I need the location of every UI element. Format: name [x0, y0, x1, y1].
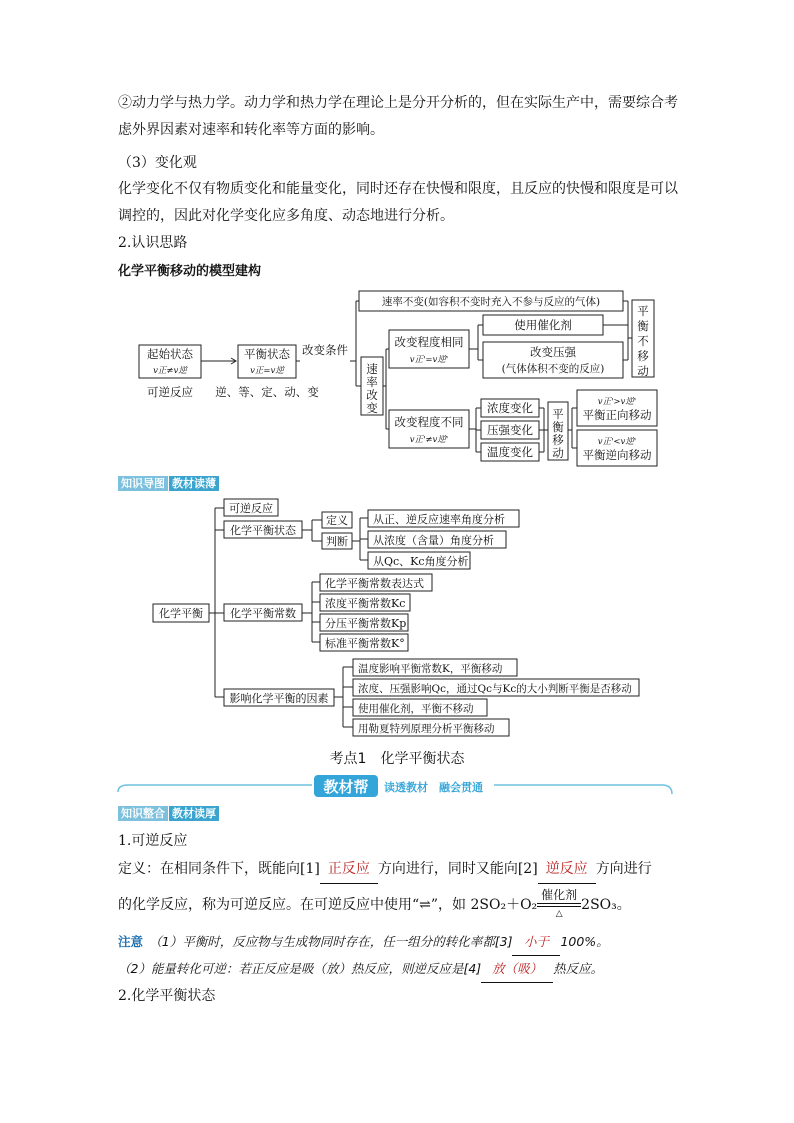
- pressure-note-label: (气体体积不变的反应): [501, 363, 605, 375]
- note2-text: （2）能量转化可逆：若正反应是吸（放）热反应，则逆反应是[4]: [118, 961, 482, 976]
- rate-unchanged-label: 速率不变(如容积不变时充入不参与反应的气体): [381, 296, 601, 308]
- shift-c3: 移: [552, 433, 564, 447]
- j2-label: 从浓度（含量）角度分析: [373, 534, 494, 547]
- diff-degree-label: 改变程度不同: [394, 415, 464, 429]
- note-label: 注意: [118, 934, 144, 949]
- def-text-a: 定义：在相同条件下，既能向[1]: [118, 861, 320, 877]
- diff-degree-sub: v正'≠v逆': [409, 435, 449, 445]
- same-degree-label: 改变程度相同: [394, 335, 464, 349]
- answer-1: 正反应: [320, 856, 378, 884]
- catalyst-label: 使用催化剂: [514, 318, 572, 332]
- note1-end: 100%。: [560, 934, 609, 949]
- banner-subtitle: 读透教材 融会贯通: [384, 781, 483, 794]
- pressure-change-label: 改变压强: [530, 345, 576, 359]
- note-2: [118, 955, 698, 983]
- f2-label: 浓度、压强影响Qc，通过Qc与Kc的大小判断平衡是否移动: [358, 683, 632, 695]
- def-text-c: 方向进行: [595, 861, 652, 877]
- b2-label: 化学平衡状态: [230, 524, 296, 537]
- reverse-cond: v正'<v逆': [597, 437, 637, 447]
- k1-label: 化学平衡常数表达式: [325, 577, 424, 590]
- press-label: 压强变化: [487, 423, 533, 437]
- k2-label: 浓度平衡常数Kc: [325, 597, 406, 610]
- change-cond-label: 改变条件: [302, 343, 348, 357]
- b2-judge-label: 判断: [326, 535, 348, 548]
- answer-4: 放（吸）: [481, 955, 553, 983]
- answer-3: 小于: [512, 928, 560, 956]
- def-text-b: 方向进行，同时又能向[2]: [377, 861, 538, 877]
- reversible-definition-cont: [118, 888, 698, 919]
- no-shift-c1: 平: [637, 304, 649, 318]
- knowledge-integration-tag: [118, 806, 219, 821]
- root-label: 化学平衡: [159, 607, 203, 620]
- tag-knowledge-map: 知识导图: [118, 476, 168, 491]
- conc-label: 浓度变化: [487, 401, 533, 415]
- shift-c4: 动: [552, 446, 564, 460]
- shift-c2: 衡: [552, 420, 564, 434]
- j3-label: 从Qc、Kc角度分析: [373, 555, 469, 568]
- rate-change-c2: 率: [366, 375, 378, 389]
- equilibrium-arrow: [537, 888, 581, 919]
- reversible-label: 可逆反应: [147, 385, 193, 399]
- reverse-label: 平衡逆向移动: [582, 448, 652, 462]
- heading-reversible-reaction: 1.可逆反应: [118, 833, 188, 849]
- no-shift-c3: 不: [637, 334, 649, 348]
- f4-label: 用勒夏特列原理分析平衡移动: [358, 723, 495, 735]
- catalyst-condition: 催化剂: [541, 888, 578, 902]
- temp-label: 温度变化: [487, 445, 533, 459]
- note2-end: 热反应。: [553, 961, 604, 976]
- tag-knowledge-integration: 知识整合: [118, 806, 168, 821]
- b3-label: 化学平衡常数: [230, 607, 296, 620]
- subheading-change-view: （3）变化观: [118, 155, 197, 171]
- start-state-sub: v正≠v逆: [153, 366, 187, 376]
- b4-label: 影响化学平衡的因素: [229, 692, 329, 705]
- k3-label: 分压平衡常数Kp: [325, 617, 407, 630]
- j1-label: 从正、逆反应速率角度分析: [373, 513, 505, 526]
- section-title: 考点1 化学平衡状态: [329, 751, 465, 767]
- same-degree-sub: v正'=v逆': [409, 355, 449, 365]
- def-text-e: 2SO₃。: [581, 897, 631, 913]
- heat-condition: △: [555, 909, 563, 919]
- k4-label: 标准平衡常数K°: [325, 637, 405, 650]
- reversible-definition: [118, 856, 698, 884]
- rate-change-c3: 改: [366, 388, 378, 402]
- f3-label: 使用催化剂，平衡不移动: [358, 703, 474, 715]
- def-text-d: 的化学反应，称为可逆反应。在可逆反应中使用“⇌”，如 2SO₂＋O₂: [118, 897, 538, 913]
- no-shift-c2: 衡: [637, 319, 649, 333]
- subheading-thinking: 2.认识思路: [118, 235, 188, 251]
- b1-label: 可逆反应: [229, 502, 273, 515]
- answer-2: 逆反应: [538, 856, 596, 884]
- banner-title: 教材帮: [323, 778, 369, 796]
- f1-label: 温度影响平衡常数K，平衡移动: [358, 663, 503, 675]
- no-shift-c5: 动: [637, 364, 649, 378]
- start-state-label: 起始状态: [147, 347, 193, 361]
- note-1: [118, 928, 698, 956]
- forward-cond: v正'>v逆': [597, 397, 637, 407]
- note1-text: （1）平衡时，反应物与生成物同时存在，任一组分的转化率都[3]: [155, 934, 513, 949]
- eq-traits-label: 逆、等、定、动、变: [215, 385, 319, 399]
- eq-state-label: 平衡状态: [244, 347, 290, 361]
- b2-def-label: 定义: [326, 514, 348, 527]
- diagram-title: 化学平衡移动的模型建构: [118, 264, 262, 279]
- change-view-paragraph: 化学变化不仅有物质变化和能量变化，同时还存在快慢和限度，且反应的快慢和限度是可以调控的，因此对化学变化应多角度、动态地进行分析。: [118, 181, 678, 224]
- tag-textbook-thin: 教材读薄: [169, 476, 219, 491]
- eq-state-sub: v正=v逆: [250, 366, 284, 376]
- rate-change-c4: 变: [366, 401, 378, 415]
- forward-label: 平衡正向移动: [582, 408, 652, 422]
- heading-equilibrium-state: 2.化学平衡状态: [118, 988, 216, 1004]
- tag-textbook-thick: 教材读厚: [169, 806, 219, 821]
- shift-c1: 平: [552, 407, 564, 421]
- intro-paragraph: ②动力学与热力学。动力学和热力学在理论上是分开分析的，但在实际生产中，需要综合考虑外界因素对速率和转化率等方面的影响。: [118, 95, 678, 138]
- no-shift-c4: 移: [637, 349, 649, 363]
- rate-change-c1: 速: [366, 362, 378, 376]
